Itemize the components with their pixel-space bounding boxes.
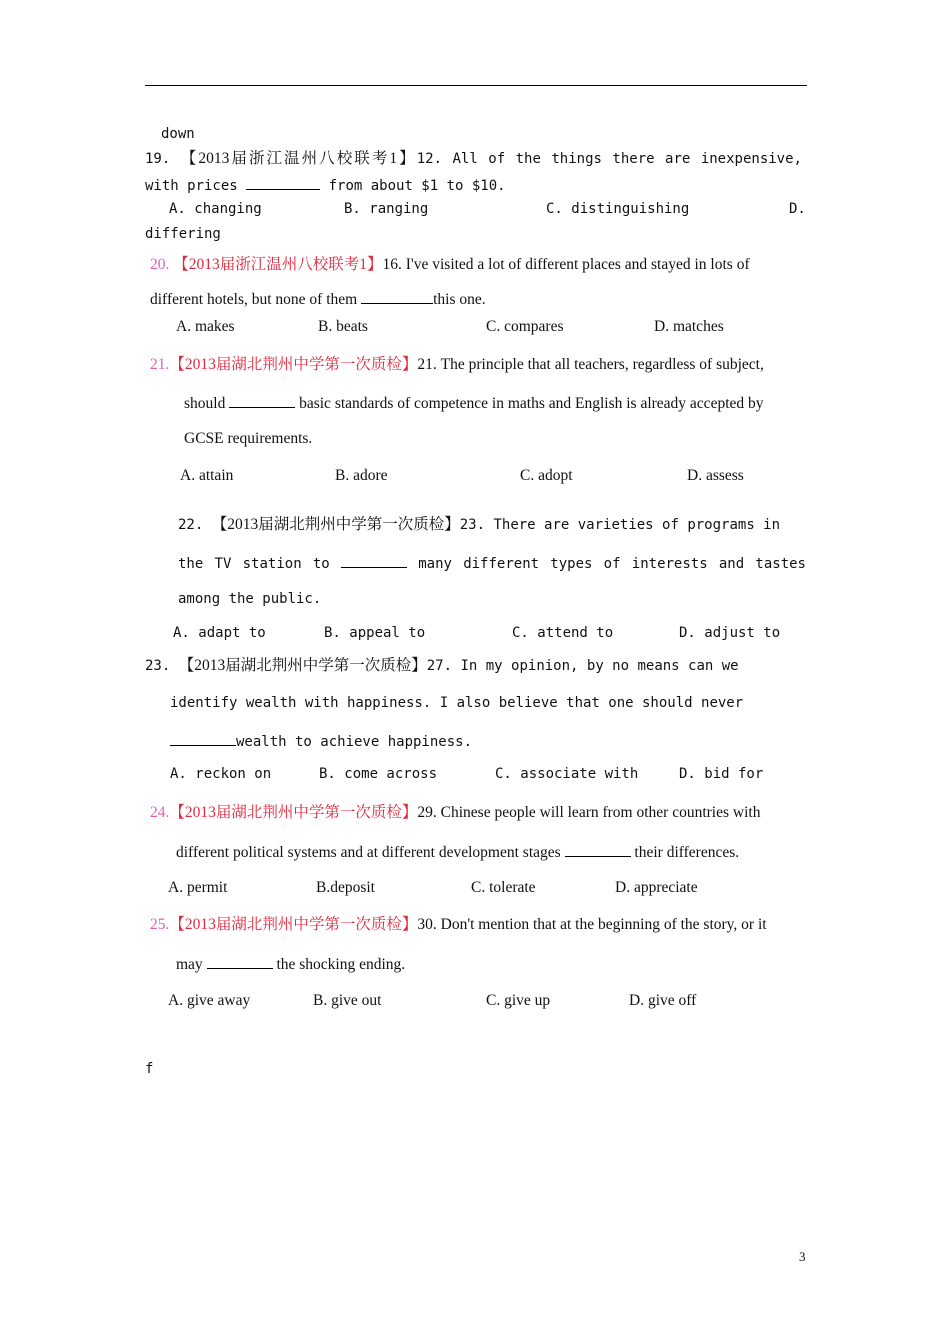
question-22-line-3: among the public. — [178, 591, 322, 607]
option-b: B. come across — [319, 766, 438, 782]
carryover-text: down — [161, 126, 195, 142]
question-23-line-2: identify wealth with happiness. I also believe that one should never — [170, 695, 744, 711]
question-19-line-2: with prices from about $1 to $10. — [145, 175, 506, 195]
question-23-line-3: wealth to achieve happiness. — [170, 731, 472, 751]
question-20-line-1: 20. 【2013届浙江温州八校联考1】16. I've visited a lot of different places and stayed in lots of — [150, 256, 750, 273]
option-d: D. — [789, 201, 806, 217]
option-a: A. adapt to — [173, 625, 266, 641]
answer-blank[interactable] — [207, 954, 273, 969]
question-25-line-1: 25.【2013届湖北荆州中学第一次质检】30. Don't mention that at the beginning of the story, or it — [150, 916, 767, 933]
option-c: C. distinguishing — [546, 201, 690, 217]
question-24-line-2: different political systems and at different development stages their differences. — [176, 844, 740, 861]
question-20-line-2: different hotels, but none of them this one. — [150, 291, 486, 308]
answer-blank[interactable] — [246, 175, 320, 190]
option-d: D. adjust to — [679, 625, 781, 641]
option-d: D. assess — [687, 467, 744, 484]
question-21-line-1: 21.【2013届湖北荆州中学第一次质检】21. The principle that all teachers, regardless of subject, — [150, 356, 764, 373]
option-b: B. appeal to — [324, 625, 426, 641]
question-23-line-1: 23. 【2013届湖北荆州中学第一次质检】27. In my opinion, by no means can we — [145, 657, 739, 674]
question-21-line-3: GCSE requirements. — [184, 430, 313, 447]
answer-blank[interactable] — [170, 731, 236, 746]
option-d: D. appreciate — [615, 879, 698, 896]
option-a: A. makes — [176, 318, 235, 335]
option-d: D. matches — [654, 318, 724, 335]
option-a: A. reckon on — [170, 766, 272, 782]
question-25-line-2: may the shocking ending. — [176, 956, 406, 973]
question-24-line-1: 24.【2013届湖北荆州中学第一次质检】29. Chinese people will learn from other countries with — [150, 804, 761, 821]
answer-blank[interactable] — [229, 393, 295, 408]
option-c: C. attend to — [512, 625, 614, 641]
header-rule — [145, 85, 807, 86]
option-a: A. changing — [169, 201, 262, 217]
option-a: A. permit — [168, 879, 228, 896]
option-c: C. compares — [486, 318, 564, 335]
answer-blank[interactable] — [341, 553, 407, 568]
option-b: B. ranging — [344, 201, 429, 217]
answer-blank[interactable] — [361, 289, 433, 304]
trailing-text: f — [145, 1061, 154, 1077]
option-b: B. give out — [313, 992, 382, 1009]
question-22-line-2: the TV station to many different types of interests and tastes — [178, 553, 806, 573]
option-d: D. give off — [629, 992, 697, 1009]
option-d-wrap: differing — [145, 226, 221, 242]
question-19-line-1: 19. 【2013届浙江温州八校联考1】12. All of the things there are inexpensive, — [145, 150, 802, 167]
option-a: A. give away — [168, 992, 251, 1009]
answer-blank[interactable] — [565, 842, 631, 857]
option-b: B. adore — [335, 467, 388, 484]
option-c: C. give up — [486, 992, 551, 1009]
option-b: B. beats — [318, 318, 368, 335]
option-a: A. attain — [180, 467, 234, 484]
option-c: C. associate with — [495, 766, 639, 782]
option-d: D. bid for — [679, 766, 764, 782]
option-c: C. adopt — [520, 467, 573, 484]
question-22-line-1: 22. 【2013届湖北荆州中学第一次质检】23. There are varieties of programs in — [178, 516, 781, 533]
option-b: B.deposit — [316, 879, 375, 896]
option-c: C. tolerate — [471, 879, 536, 896]
question-21-line-2: should basic standards of competence in maths and English is already accepted by — [184, 395, 764, 412]
page-number: 3 — [799, 1249, 806, 1264]
